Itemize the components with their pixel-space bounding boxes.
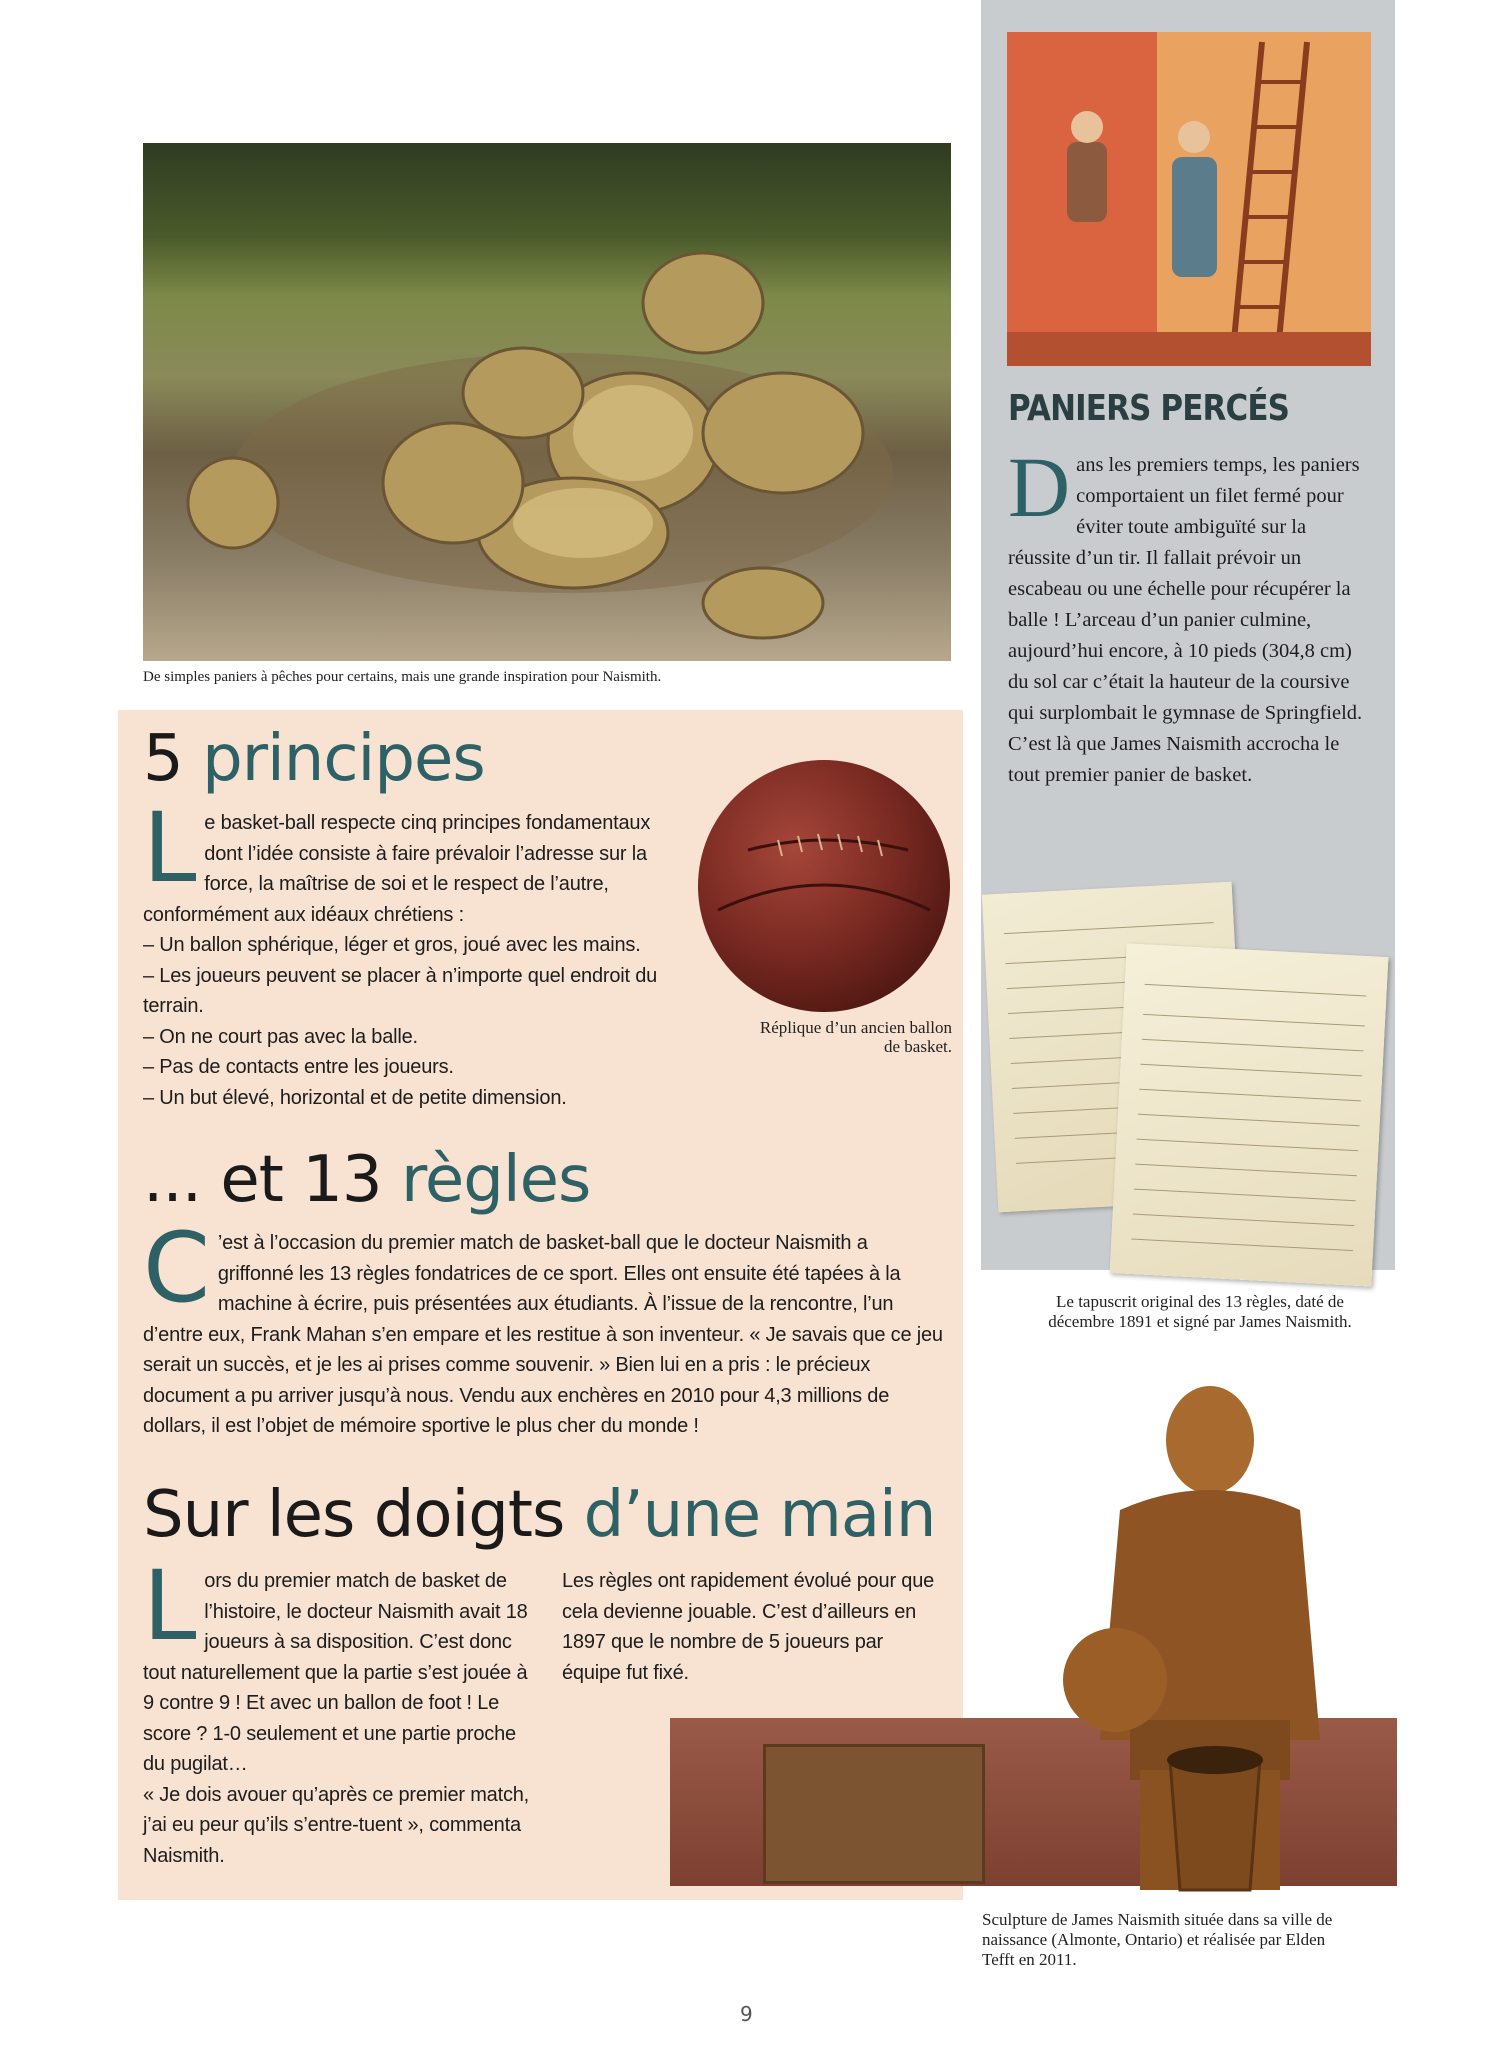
photo-old-basketball xyxy=(698,760,950,1012)
caption-statue-line1: Sculpture de James Naismith située dans sa ville de xyxy=(982,1910,1333,1929)
paragraph-regles xyxy=(143,1212,943,1442)
principe-item: – Pas de contacts entre les joueurs. xyxy=(143,1056,454,1078)
principe-item: – Les joueurs peuvent se placer à n’importe quel endroit du terrain. xyxy=(143,964,658,1017)
heading-principes-number: 5 xyxy=(143,722,183,796)
principe-item: – Un ballon sphérique, léger et gros, joué avec les mains. xyxy=(143,934,641,956)
caption-statue-line3: Tefft en 2011. xyxy=(982,1950,1077,1969)
heading-regles-prefix: ... et 13 xyxy=(143,1143,382,1217)
heading-principes-word: principes xyxy=(202,722,485,796)
doigts-quote: « Je dois avouer qu’après ce premier match, j’ai eu peur qu’ils s’entre-tuent », commenta Naismith. xyxy=(143,1783,530,1867)
principes-intro: e basket-ball respecte cinq principes fondamentaux dont l’idée consiste à faire prévaloir l’adresse sur la force, la maîtrise de soi et le respect de l’autre, conformément aux idéaux chrétiens : xyxy=(143,812,651,926)
ladder-scene-illustration xyxy=(1007,32,1371,366)
photo-peach-baskets xyxy=(143,143,951,661)
dropcap-c: C xyxy=(143,1212,210,1324)
dropcap-l-2: L xyxy=(143,1550,197,1662)
principe-item: – On ne court pas avec la balle. xyxy=(143,1025,418,1048)
statue-naismith xyxy=(1060,1380,1360,1900)
caption-statue xyxy=(982,1910,1372,1970)
statue-illustration xyxy=(1060,1380,1360,1900)
heading-sur-les-doigts xyxy=(143,1478,935,1552)
heading-doigts-word: d’une main xyxy=(583,1478,936,1552)
manuscript-page-2 xyxy=(1110,943,1389,1286)
principe-item: – Un but élevé, horizontal et de petite dimension. xyxy=(143,1086,567,1109)
heading-13-regles xyxy=(143,1143,590,1217)
paragraph-doigts-col2: Les règles ont rapidement évolué pour que cela devienne jouable. C’est d’ailleurs en 1897 que le nombre de 5 joueurs par équipe fut fixé. xyxy=(562,1570,935,1684)
regles-text: ’est à l’occasion du premier match de basket-ball que le docteur Naismith a griffonné les 13 règles fondatrices de ce sport. Elles ont ensuite été tapées à la machine à écrire, puis présentées aux étudiants. À l’issue de la rencontre, l’un d’entre eux, Frank Mahan s’en empare et les restitue à son inventeur. « Je savais que ce jeu serait un succès, et je les ai prises comme souvenir. » Bien lui en a pris : le précieux document a pu arriver jusqu’à nous. Vendu aux enchères en 2010 pour 4,3 millions de dollars, il est l’objet de mémoire sportive le plus cher du monde ! xyxy=(143,1232,943,1437)
heading-regles-word: règles xyxy=(400,1143,591,1217)
illustration-ladder-basket xyxy=(1007,32,1371,366)
caption-baskets: De simples paniers à pêches pour certains, mais une grande inspiration pour Naismith. xyxy=(143,669,662,685)
paniers-text: ans les premiers temps, les paniers comportaient un filet fermé pour éviter toute ambiguïté sur la réussite d’un tir. Il fallait prévoir un escabeau ou une échelle pour récupérer la balle ! L’arceau d’un panier culmine, aujourd’hui encore, à 10 pieds (304,8 cm) du sol car c’était la hauteur de la coursive qui surplombait le gymnase de Springfield. C’est là que James Naismith accrocha le tout premier panier de basket. xyxy=(1008,454,1363,786)
manuscript-lines-2 xyxy=(1110,943,1389,1286)
paragraph-paniers xyxy=(1008,439,1363,791)
heading-paniers-perces: PANIERS PERCÉS xyxy=(1008,388,1290,429)
caption-manuscript-line2: décembre 1891 et signé par James Naismith. xyxy=(1048,1312,1352,1331)
dropcap-l: L xyxy=(143,792,197,904)
heading-doigts-prefix: Sur les doigts xyxy=(143,1478,565,1552)
basketball-seams xyxy=(698,760,950,1012)
caption-ball-line1: Réplique d’un ancien ballon xyxy=(759,1018,952,1037)
paragraph-doigts-col1 xyxy=(143,1550,533,1871)
caption-ball xyxy=(700,1018,952,1056)
caption-manuscript-line1: Le tapuscrit original des 13 règles, daté de xyxy=(1056,1292,1344,1311)
dropcap-d: D xyxy=(1008,439,1071,535)
doigts-col1-text: ors du premier match de basket de l’histoire, le docteur Naismith avait 18 joueurs à sa disposition. C’est donc tout naturellement que la partie s’est jouée à 9 contre 9 ! Et avec un ballon de foot ! Le score ? 1-0 seulement et une partie proche du pugilat… xyxy=(143,1570,528,1775)
statue-plaque xyxy=(763,1744,985,1884)
caption-ball-line2: de basket. xyxy=(884,1037,952,1056)
paragraph-principes xyxy=(143,792,683,1113)
heading-5-principes xyxy=(143,722,485,796)
peach-baskets-illustration xyxy=(143,143,951,661)
page-number: 9 xyxy=(740,2002,753,2026)
caption-statue-line2: naissance (Almonte, Ontario) et réalisée par Elden xyxy=(982,1930,1326,1949)
caption-manuscript xyxy=(1010,1292,1390,1332)
